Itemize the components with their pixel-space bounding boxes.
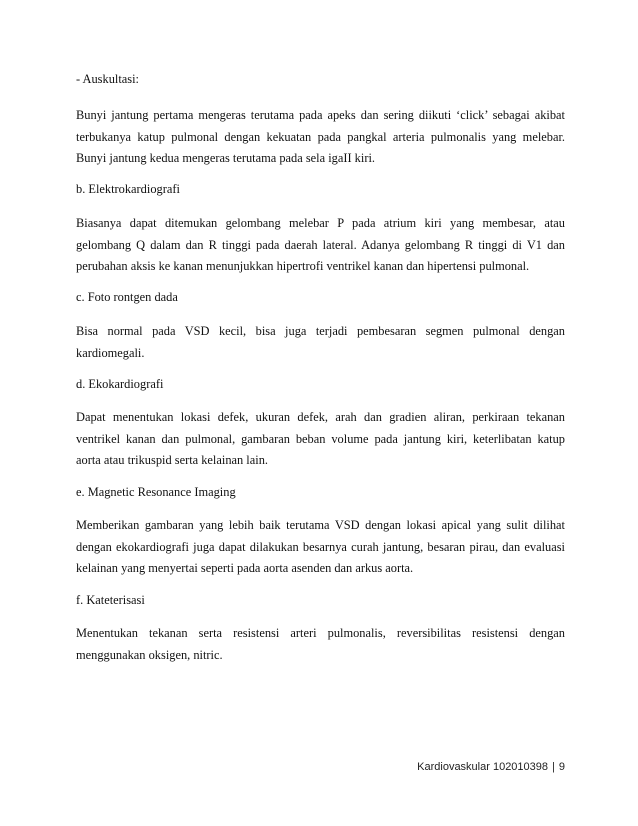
section-heading-auskultasi: - Auskultasi: (76, 72, 139, 86)
section-heading-elektrokardiografi: b. Elektrokardiografi (76, 182, 180, 196)
paragraph-line: Bisa normal pada VSD kecil, bisa juga terjadi pembesaran segmen pulmonal dengan (76, 324, 565, 338)
paragraph-ekokardiografi (76, 407, 565, 472)
paragraph-line: Dapat menentukan lokasi defek, ukuran defek, arah dan gradien aliran, perkiraan tekanan (76, 410, 565, 424)
paragraph-line: gelombang Q dalam dan R tinggi pada daerah lateral. Adanya gelombang R tinggi di V1 dan (76, 237, 565, 252)
paragraph-line: Bunyi jantung kedua mengeras terutama pada sela igaII kiri. (76, 151, 375, 166)
section-heading-mri: e. Magnetic Resonance Imaging (76, 485, 236, 499)
footer-label: Kardiovaskular 102010398 (417, 761, 549, 773)
paragraph-kateterisasi (76, 623, 565, 666)
section-heading-ekokardiografi: d. Ekokardiografi (76, 377, 164, 391)
paragraph-line: kelainan yang menyertai seperti pada aorta asenden dan arkus aorta. (76, 561, 414, 576)
paragraph-line: kardiomegali. (76, 345, 145, 360)
paragraph-line: Biasanya dapat ditemukan gelombang melebar P pada atrium kiri yang membesar, atau (76, 216, 565, 230)
section-heading-kateterisasi: f. Kateterisasi (76, 593, 145, 607)
page-number: 9 (558, 761, 565, 773)
paragraph-line: Memberikan gambaran yang lebih baik terutama VSD dengan lokasi apical yang sulit dilihat (76, 518, 565, 532)
paragraph-line: dengan ekokardiografi juga dapat dilakukan besarnya curah jantung, besaran pirau, dan evaluasi (76, 539, 565, 554)
document-page (76, 0, 565, 826)
section-heading-foto-rontgen: c. Foto rontgen dada (76, 290, 178, 304)
footer-separator: | (552, 761, 555, 773)
paragraph-elektrokardiografi (76, 213, 565, 278)
paragraph-line: Bunyi jantung pertama mengeras terutama pada apeks dan sering diikuti ‘click’ sebagai akibat (76, 108, 565, 122)
paragraph-line: perubahan aksis ke kanan menunjukkan hipertrofi ventrikel kanan dan hipertensi pulmonal. (76, 259, 530, 274)
paragraph-line: menggunakan oksigen, nitric. (76, 647, 223, 662)
paragraph-auskultasi (76, 105, 565, 170)
paragraph-line: ventrikel kanan dan pulmonal, gambaran beban volume pada jantung kiri, keterlibatan katup (76, 431, 565, 446)
paragraph-mri (76, 515, 565, 580)
paragraph-line: terbukanya katup pulmonal dengan kekuatan pada pangkal arteria pulmonalis yang melebar. (76, 129, 565, 144)
paragraph-line: aorta atau trikuspid serta kelainan lain. (76, 453, 268, 468)
paragraph-foto-rontgen (76, 321, 565, 364)
page-footer (76, 760, 565, 774)
paragraph-line: Menentukan tekanan serta resistensi arteri pulmonalis, reversibilitas resistensi dengan (76, 626, 565, 640)
